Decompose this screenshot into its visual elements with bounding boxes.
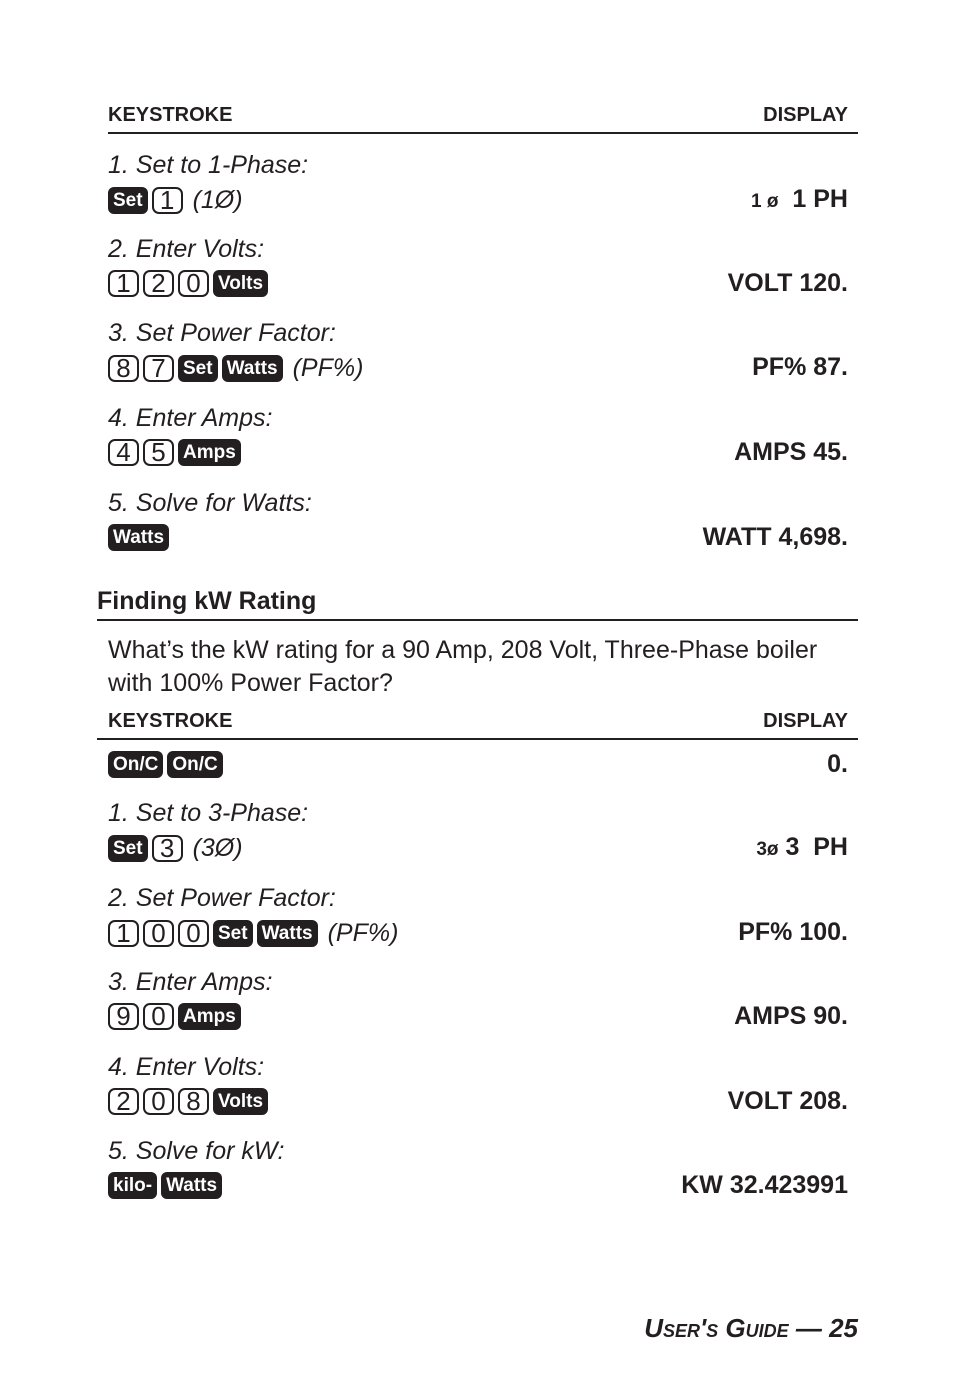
watts-key: Watts	[257, 920, 318, 947]
watts-key: Watts	[161, 1172, 222, 1199]
display-value: AMPS 45.	[734, 438, 848, 466]
table1-rule	[108, 132, 858, 134]
table2-rule	[97, 738, 858, 740]
key-2: 2	[143, 270, 174, 297]
key-0: 0	[178, 270, 209, 297]
step-label: 1. Set to 3-Phase:	[108, 799, 309, 827]
key-2: 2	[108, 1088, 139, 1115]
watts-key: Watts	[108, 524, 169, 551]
display-value: VOLT 120.	[727, 269, 848, 297]
t2-step	[108, 967, 848, 1037]
keystroke-note: (3Ø)	[192, 834, 243, 862]
keystroke-sequence	[108, 270, 272, 297]
set-key: Set	[108, 187, 148, 214]
key-0: 0	[143, 920, 174, 947]
amps-key: Amps	[178, 1003, 241, 1030]
page-footer	[644, 1313, 858, 1343]
display-header: DISPLAY	[763, 710, 848, 732]
on-c-key: On/C	[108, 751, 163, 778]
step-label: 3. Enter Amps:	[108, 968, 273, 996]
display-value: WATT 4,698.	[702, 523, 848, 551]
key-8: 8	[108, 355, 139, 382]
keystroke-sequence	[108, 354, 363, 383]
t2-step	[108, 1052, 848, 1122]
display-readout	[751, 184, 848, 217]
keystroke-note: (1Ø)	[192, 186, 243, 214]
keystroke-note: (PF%)	[292, 354, 364, 382]
table2-header	[108, 709, 848, 733]
key-1: 1	[108, 270, 139, 297]
display-small-label: 3ø	[756, 839, 779, 860]
section-title: Finding kW Rating	[97, 587, 317, 615]
footer-separator: —	[788, 1313, 830, 1343]
t1-step	[108, 403, 848, 473]
key-1: 1	[108, 920, 139, 947]
section-rule	[97, 619, 858, 621]
key-7: 7	[143, 355, 174, 382]
guide-title: User's Guide	[644, 1313, 789, 1343]
step-label: 4. Enter Volts:	[108, 1053, 265, 1081]
display-value: KW 32.423991	[681, 1171, 848, 1199]
table1-header	[108, 103, 848, 127]
display-small-label: 1 ø	[751, 191, 779, 212]
keystroke-header: KEYSTROKE	[108, 104, 233, 126]
display-readout	[756, 832, 848, 865]
step-label: 2. Enter Volts:	[108, 235, 265, 263]
display-value: 0.	[827, 750, 848, 778]
keystroke-sequence	[108, 1172, 226, 1199]
t2-step	[108, 883, 848, 953]
step-label: 4. Enter Amps:	[108, 404, 273, 432]
keystroke-sequence	[108, 751, 227, 778]
keystroke-sequence	[108, 524, 173, 551]
key-3: 3	[152, 835, 183, 862]
t1-step	[108, 318, 848, 388]
keystroke-sequence	[108, 1088, 272, 1115]
t2-step	[108, 1136, 848, 1206]
on-c-key: On/C	[167, 751, 222, 778]
key-0: 0	[143, 1003, 174, 1030]
set-key: Set	[213, 920, 253, 947]
t2-clear-row	[108, 748, 848, 784]
step-label: 2. Set Power Factor:	[108, 884, 336, 912]
volts-key: Volts	[213, 270, 268, 297]
step-label: 5. Solve for Watts:	[108, 489, 312, 517]
amps-key: Amps	[178, 439, 241, 466]
t1-step	[108, 234, 848, 304]
keystroke-sequence	[108, 186, 243, 215]
keystroke-note: (PF%)	[327, 919, 399, 947]
key-1: 1	[152, 187, 183, 214]
display-value: 3 PH	[778, 833, 848, 861]
question-text: What’s the kW rating for a 90 Amp, 208 Volt, Three-Phase boiler with 100% Power Factor?	[108, 636, 818, 697]
display-value: AMPS 90.	[734, 1002, 848, 1030]
step-label: 1. Set to 1-Phase:	[108, 151, 309, 179]
key-9: 9	[108, 1003, 139, 1030]
watts-key: Watts	[222, 355, 283, 382]
keystroke-header: KEYSTROKE	[108, 710, 233, 732]
key-4: 4	[108, 439, 139, 466]
t2-step	[108, 798, 848, 868]
display-value: PF% 87.	[752, 353, 848, 381]
display-value: 1 PH	[792, 185, 848, 213]
set-key: Set	[108, 835, 148, 862]
page-number: 25	[829, 1313, 858, 1343]
step-label: 3. Set Power Factor:	[108, 319, 336, 347]
keystroke-sequence	[108, 439, 245, 466]
key-0: 0	[143, 1088, 174, 1115]
set-key: Set	[178, 355, 218, 382]
display-value: VOLT 208.	[727, 1087, 848, 1115]
t1-step	[108, 150, 848, 220]
keystroke-sequence	[108, 1003, 245, 1030]
step-label: 5. Solve for kW:	[108, 1137, 285, 1165]
t1-step	[108, 488, 848, 558]
display-header: DISPLAY	[763, 104, 848, 126]
key-8: 8	[178, 1088, 209, 1115]
key-0: 0	[178, 920, 209, 947]
volts-key: Volts	[213, 1088, 268, 1115]
key-5: 5	[143, 439, 174, 466]
keystroke-sequence	[108, 834, 243, 863]
kilo-key: kilo-	[108, 1172, 157, 1199]
keystroke-sequence	[108, 919, 398, 948]
display-value: PF% 100.	[738, 918, 848, 946]
